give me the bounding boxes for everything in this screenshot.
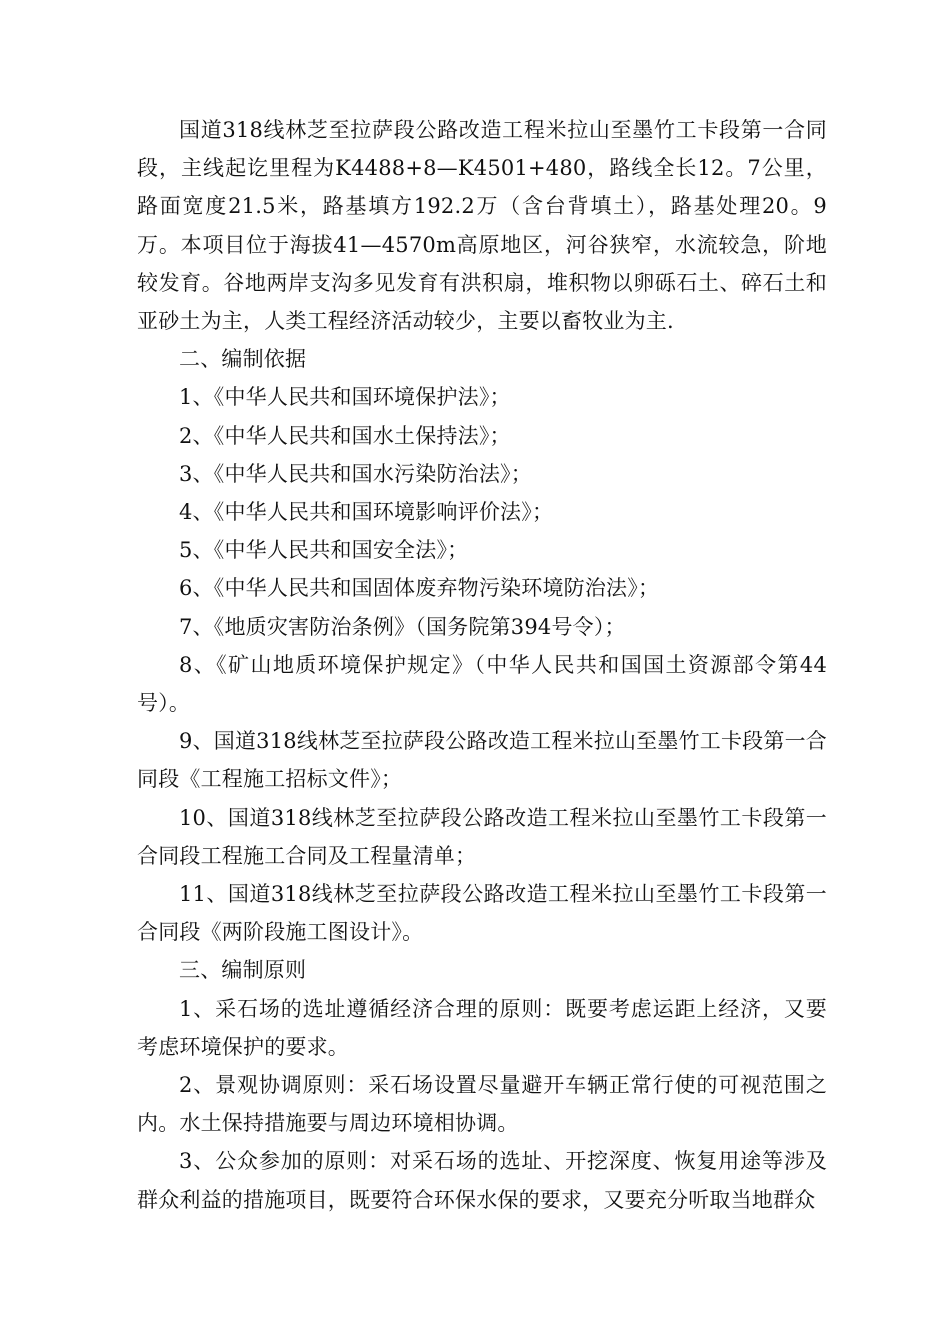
- principle-item: 2、景观协调原则：采石场设置尽量避开车辆正常行使的可视范围之内。水土保持措施要与周边环境相协调。: [137, 1073, 827, 1136]
- basis-item: 11、国道318线林芝至拉萨段公路改造工程米拉山至墨竹工卡段第一合同段《两阶段施工图设计》。: [137, 882, 827, 945]
- basis-item: 7、《地质灾害防治条例》（国务院第394号令）；: [179, 614, 626, 639]
- basis-item: 2、《中华人民共和国水土保持法》；: [179, 423, 511, 448]
- basis-item: 3、《中华人民共和国水污染防治法》；: [179, 461, 532, 486]
- section-heading-principles: 三、编制原则: [179, 958, 307, 983]
- basis-item: 5、《中华人民共和国安全法》；: [179, 538, 469, 563]
- basis-item: 4、《中华人民共和国环境影响评价法》；: [179, 500, 554, 525]
- basis-item: 8、《矿山地质环境保护规定》（中华人民共和国国土资源部令第44号）。: [137, 652, 827, 716]
- principle-item: 3、公众参加的原则：对采石场的选址、开挖深度、恢复用途等涉及群众利益的措施项目，既要符合环保水保的要求，又要充分听取当地群众: [137, 1149, 827, 1212]
- principle-item: 1、采石场的选址遵循经济合理的原则：既要考虑运距上经济，又要考虑环境保护的要求。: [137, 996, 827, 1059]
- basis-item: 6、《中华人民共和国固体废弃物污染环境防治法》；: [179, 576, 660, 601]
- basis-item: 10、国道318线林芝至拉萨段公路改造工程米拉山至墨竹工卡段第一合同段工程施工合同及工程量清单；: [137, 805, 827, 868]
- document-page: [137, 111, 827, 1219]
- basis-item: 9、国道318线林芝至拉萨段公路改造工程米拉山至墨竹工卡段第一合同段《工程施工招标文件》；: [137, 729, 827, 792]
- section-heading-basis: 二、编制依据: [179, 347, 307, 372]
- intro-paragraph: 国道318线林芝至拉萨段公路改造工程米拉山至墨竹工卡段第一合同段，主线起讫里程为K4488+8—K4501+480，路线全长12。7公里，路面宽度21.5米，路基填方192.2万（含台背填土），路基处理20。9万。本项目位于海拔41—4570m高原地区，河谷狭窄，水流较急，阶地较发育。谷地两岸支沟多见发育有洪积扇，堆积物以卵砾石土、碎石土和亚砂土为主，人类工程经济活动较少，主要以畜牧业为主.: [137, 118, 827, 334]
- basis-item: 1、《中华人民共和国环境保护法》；: [179, 385, 511, 410]
